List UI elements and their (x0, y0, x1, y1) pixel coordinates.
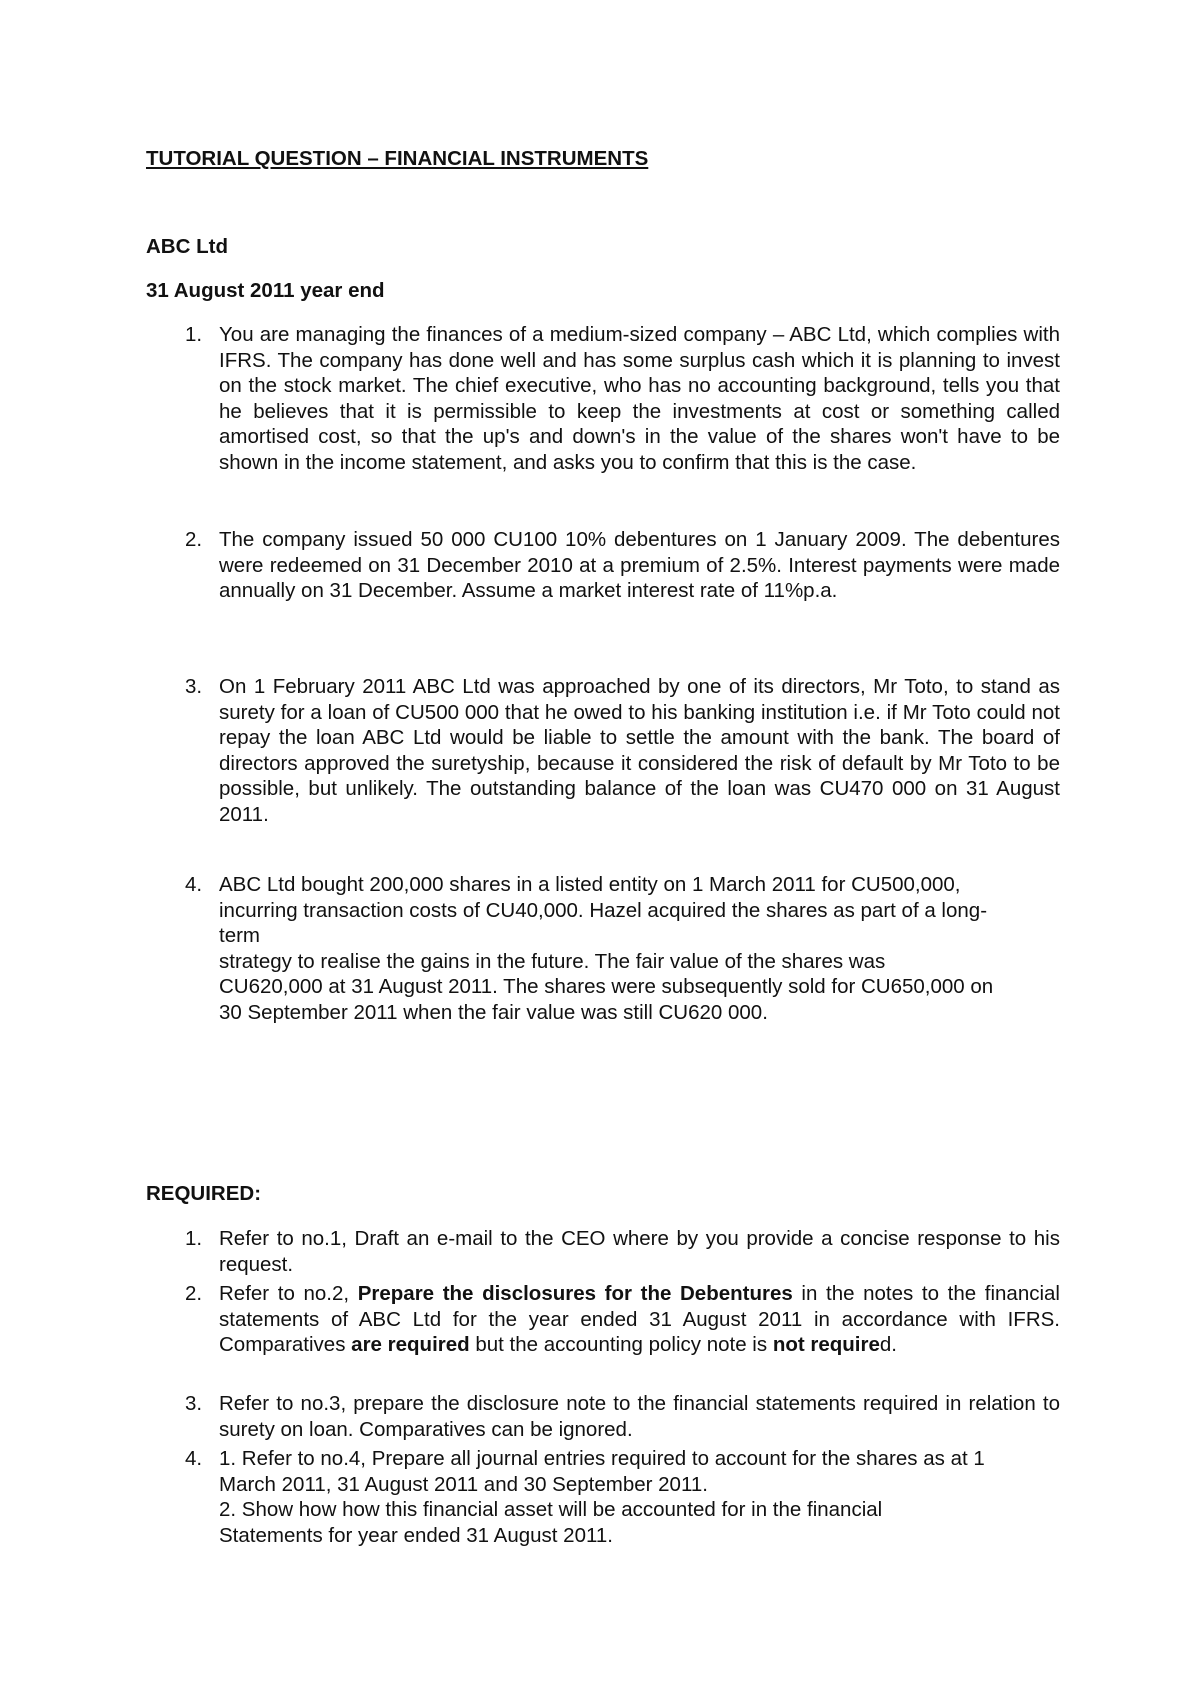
required-number: 4. (185, 1447, 203, 1470)
text-segment: d. (879, 1333, 897, 1356)
question-1 (146, 322, 1060, 475)
text-line: strategy to realise the gains in the future. The fair value of the shares was (219, 949, 886, 973)
text-line: Statements for year ended 31 August 2011. (219, 1523, 613, 1547)
text-line: term (219, 924, 260, 947)
year-end: 31 August 2011 year end (146, 279, 385, 302)
question-3 (146, 674, 1060, 827)
question-number: 1. (185, 323, 203, 346)
required-heading: REQUIRED: (146, 1182, 262, 1205)
emphasis-text: are required (351, 1333, 470, 1356)
required-3 (146, 1391, 1060, 1442)
required-number: 2. (185, 1282, 203, 1305)
question-text: The company issued 50 000 CU100 10% debentures on 1 January 2009. The debentures were redeemed on 31 December 2010 at a premium of 2.5%. Interest payments were made annually on 31 December. Assume a market interest rate of 11%p.a. (219, 528, 1060, 602)
question-text: On 1 February 2011 ABC Ltd was approached by one of its directors, Mr Toto, to stand as surety for a loan of CU500 000 that he owed to his banking institution i.e. if Mr Toto could not repay the loan ABC Ltd would be liable to settle the amount with the bank. The board of directors approved the suretyship, because it considered the risk of default by Mr Toto to be possible, but unlikely. The outstanding balance of the loan was CU470 000 on 31 August 2011. (219, 675, 1060, 826)
document-title: TUTORIAL QUESTION – FINANCIAL INSTRUMENTS (146, 147, 649, 170)
required-text: Refer to no.1, Draft an e-mail to the CEO where by you provide a concise response to his request. (219, 1227, 1060, 1276)
required-text (219, 1446, 1060, 1548)
text-line: CU620,000 at 31 August 2011. The shares were subsequently sold for CU650,000 on (219, 975, 994, 998)
required-text (219, 1281, 1060, 1358)
question-number: 4. (185, 873, 203, 896)
required-number: 1. (185, 1227, 203, 1250)
question-2 (146, 527, 1060, 604)
company-name: ABC Ltd (146, 235, 228, 258)
required-4 (146, 1446, 1060, 1548)
emphasis-text: not require (772, 1333, 880, 1356)
text-line: March 2011, 31 August 2011 and 30 September 2011. (219, 1472, 708, 1496)
question-text (219, 872, 1060, 1025)
text-line: incurring transaction costs of CU40,000. Hazel acquired the shares as part of a long- (219, 898, 988, 922)
text-line: 2. Show how how this financial asset will be accounted for in the financial (219, 1498, 883, 1521)
text-line: ABC Ltd bought 200,000 shares in a listed entity on 1 March 2011 for CU500,000, (219, 873, 961, 896)
question-number: 3. (185, 675, 203, 698)
text-segment: Refer to no.2, (219, 1282, 358, 1305)
text-line: 1. Refer to no.4, Prepare all journal entries required to account for the shares as at 1 (219, 1447, 985, 1470)
required-2 (146, 1281, 1060, 1358)
text-segment: but the accounting policy note is (469, 1333, 773, 1356)
question-text: You are managing the finances of a medium-sized company – ABC Ltd, which complies with IFRS. The company has done well and has some surplus cash which it is planning to invest on the stock market. The chief executive, who has no accounting background, tells you that he believes that it is permissible to keep the investments at cost or something called amortised cost, so that the up's and down's in the value of the shares won't have to be shown in the income statement, and asks you to confirm that this is the case. (219, 323, 1060, 474)
required-1 (146, 1226, 1060, 1277)
emphasis-text: Prepare the disclosures for the Debentures (357, 1282, 793, 1305)
question-4 (146, 872, 1060, 1025)
question-number: 2. (185, 528, 203, 551)
text-line: 30 September 2011 when the fair value was still CU620 000. (219, 1000, 768, 1024)
required-text: Refer to no.3, prepare the disclosure note to the financial statements required in relation to surety on loan. Comparatives can be ignored. (219, 1392, 1060, 1441)
text-segment: in the notes to the financial statements of ABC Ltd for the year ended 31 August 2011 in accordance with IFRS. Comparatives (219, 1282, 1060, 1356)
required-number: 3. (185, 1392, 203, 1415)
